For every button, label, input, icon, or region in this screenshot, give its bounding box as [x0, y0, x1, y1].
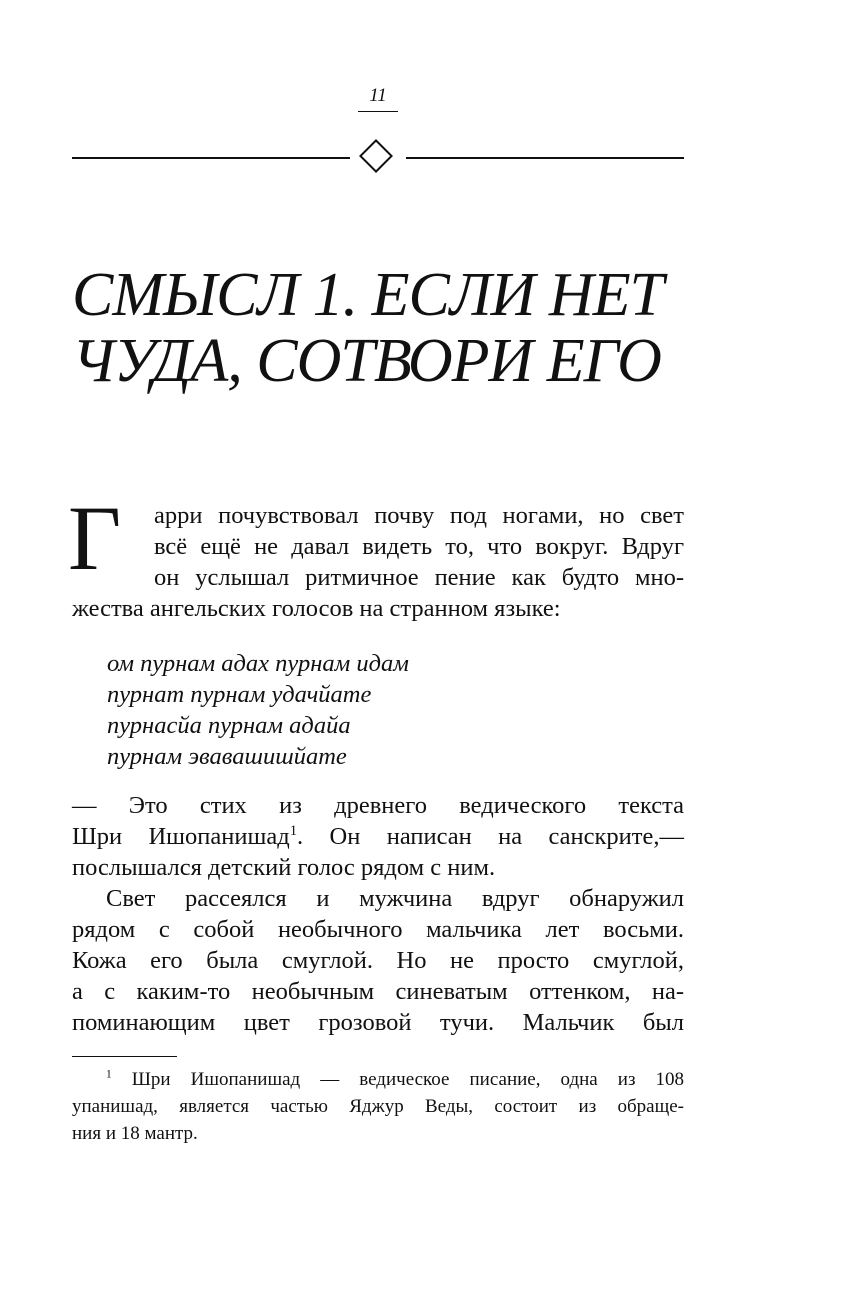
- text-line: жества ангельских голосов на странном языке:: [72, 595, 561, 622]
- text-line: поминающим цвет грозовой тучи. Мальчик был: [72, 1009, 684, 1036]
- text-line: — Это стих из древнего ведического текста: [72, 792, 684, 819]
- text-line: а с каким-то необычным синеватым оттенком, на-: [72, 978, 684, 1005]
- chapter-title: [72, 262, 712, 394]
- text-fragment: . Он написан на санскрите,—: [297, 823, 684, 850]
- text-line: он услышал ритмичное пение как будто мно-: [154, 564, 684, 591]
- text-line: Кожа его была смуглой. Но не просто смуглой,: [72, 947, 684, 974]
- footnote-line: [106, 1066, 684, 1093]
- text-line: послышался детский голос рядом с ним.: [72, 854, 496, 881]
- text-line: арри почувствовал почву под ногами, но свет: [154, 502, 684, 529]
- text-line: Свет рассеялся и мужчина вдруг обнаружил: [106, 885, 684, 912]
- verse-line: ом пурнам адах пурнам идам: [107, 650, 409, 677]
- footnote-reference: 1: [289, 822, 298, 839]
- verse-line: пурнат пурнам удачйате: [107, 681, 372, 708]
- text-fragment: Шри Ишопанишад: [72, 823, 290, 850]
- ornament-rule-right: [406, 157, 684, 159]
- footnote-line: ния и 18 мантр.: [72, 1123, 198, 1144]
- text-line: всё ещё не давал видеть то, что вокруг. Вдруг: [154, 533, 684, 560]
- footnote-line: упанишад, является частью Яджур Веды, состоит из обраще-: [72, 1096, 684, 1117]
- text-line: рядом с собой необычного мальчика лет восьми.: [72, 916, 684, 943]
- ornament-rule-left: [72, 157, 350, 159]
- text-line: [72, 821, 684, 852]
- verse-line: пурнам эвавашишйате: [107, 743, 347, 770]
- footnote-mark: 1: [106, 1068, 112, 1081]
- chapter-title-line-2: ЧУДА, СОТВОРИ ЕГО: [72, 327, 661, 395]
- page-number: 11: [369, 85, 387, 106]
- footnote-text: Шри Ишопанишад — ведическое писание, одна из 108: [131, 1069, 685, 1090]
- chapter-title-line-1: СМЫСЛ 1. ЕСЛИ НЕТ: [72, 261, 664, 329]
- verse-line: пурнасйа пурнам адайа: [107, 712, 351, 739]
- drop-cap: Г: [68, 487, 122, 589]
- footnote-rule: [72, 1056, 177, 1057]
- diamond-ornament-icon: [359, 139, 393, 173]
- page-number-rule: [358, 111, 398, 112]
